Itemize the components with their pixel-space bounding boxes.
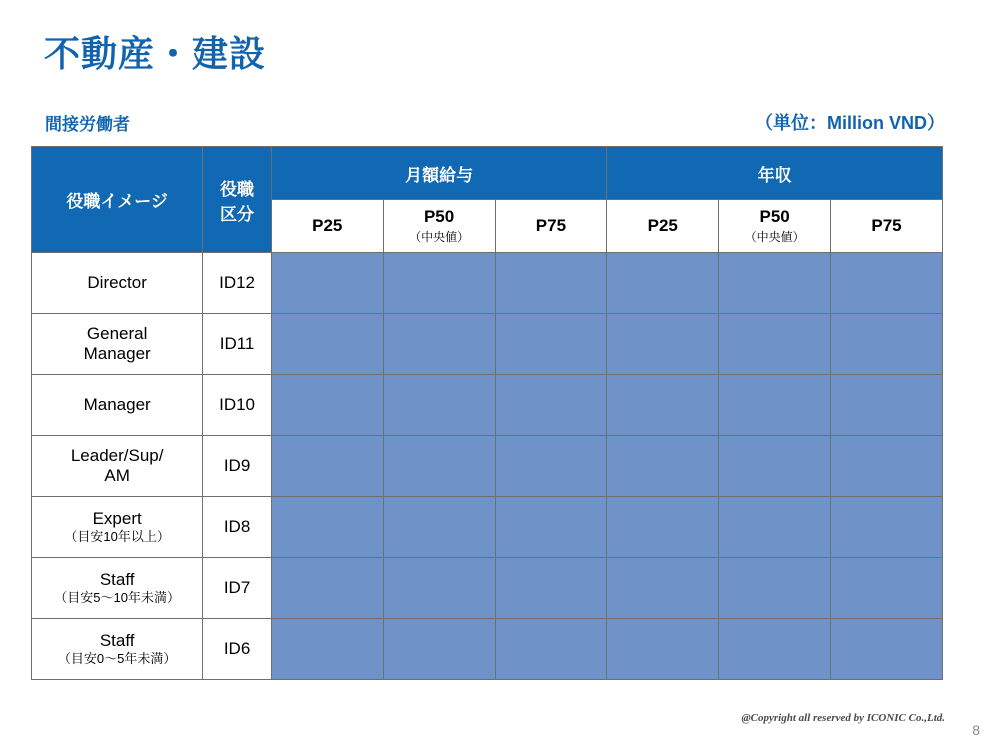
page-title: 不動産・建設 [44,33,267,74]
header-annual-p75-label: P75 [871,216,902,235]
role-cell [32,253,203,314]
data-cell [719,436,831,497]
header-monthly-p75-label: P75 [535,216,567,235]
header-monthly-p50-note: （中央値） [409,230,470,244]
salary-table [31,146,943,680]
table-row [32,436,943,497]
role-id-cell: ID8 [203,497,272,558]
header-monthly-p50-label: P50 [423,207,455,226]
data-cell [495,253,607,314]
data-cell [271,619,383,680]
role-cell [32,375,203,436]
data-cell [383,619,495,680]
role-label: Manager [83,395,151,415]
role-id-cell: ID12 [203,253,272,314]
data-cell [607,253,719,314]
role-cell [32,314,203,375]
header-group-monthly: 月額給与 [271,147,607,200]
data-cell [383,497,495,558]
table-body [32,253,943,680]
copyright-notice: @Copyright all reserved by ICONIC Co.,Ltd. [741,712,945,724]
table-row [32,375,943,436]
role-label-line2: （目安0〜5年未満） [57,650,177,666]
role-label: Director [87,273,147,293]
role-id-cell: ID9 [203,436,272,497]
header-group-annual: 年収 [607,147,943,200]
header-annual-p50-label: P50 [759,207,790,226]
header-annual-p25-label: P25 [647,216,678,235]
data-cell [383,253,495,314]
header-monthly-p25 [271,200,383,253]
data-cell [495,497,607,558]
data-cell [271,253,383,314]
role-label: Leader/Sup/ [70,446,164,466]
role-label-line2: （目安10年以上） [64,528,170,544]
role-label-line2: Manager [83,344,151,363]
data-cell [831,558,943,619]
table-row [32,497,943,558]
role-label-line2: （目安5〜10年未満） [54,589,180,605]
table-row [32,558,943,619]
data-cell [495,436,607,497]
role-id-cell: ID11 [203,314,272,375]
table-row [32,253,943,314]
table-header [32,147,943,253]
data-cell [831,375,943,436]
data-cell [607,497,719,558]
data-cell [383,314,495,375]
role-cell [32,497,203,558]
role-label-line2: AM [104,466,130,485]
data-cell [383,436,495,497]
data-cell [719,375,831,436]
data-cell [719,619,831,680]
role-cell [32,436,203,497]
data-cell [271,314,383,375]
role-id-cell: ID10 [203,375,272,436]
page-number: 8 [972,722,980,738]
role-label: Expert [92,509,142,529]
data-cell [607,619,719,680]
data-cell [495,375,607,436]
data-cell [719,497,831,558]
role-label: General [86,324,148,344]
data-cell [607,558,719,619]
role-label: Staff [99,570,135,590]
header-monthly-p25-label: P25 [312,216,343,235]
data-cell [383,375,495,436]
header-monthly-p75 [495,200,607,253]
data-cell [831,497,943,558]
role-cell [32,619,203,680]
data-cell [271,436,383,497]
table-row [32,619,943,680]
data-cell [495,619,607,680]
data-cell [495,314,607,375]
header-annual-p50 [719,200,831,253]
data-cell [607,436,719,497]
role-cell [32,558,203,619]
role-id-cell: ID7 [203,558,272,619]
section-subtitle: 間接労働者 [45,115,130,134]
data-cell [719,558,831,619]
header-annual-p50-note: （中央値） [744,230,805,244]
header-role-class-line2: 区分 [220,204,255,224]
header-monthly-p50 [383,200,495,253]
data-cell [831,314,943,375]
data-cell [271,375,383,436]
data-cell [831,436,943,497]
header-role-class [203,147,272,253]
data-cell [607,375,719,436]
data-cell [383,558,495,619]
table-row [32,314,943,375]
data-cell [271,558,383,619]
data-cell [719,253,831,314]
header-role-class-line1: 役職 [220,179,255,199]
header-role-image: 役職イメージ [32,147,203,253]
data-cell [607,314,719,375]
header-annual-p25 [607,200,719,253]
data-cell [271,497,383,558]
data-cell [831,619,943,680]
data-cell [831,253,943,314]
header-annual-p75 [831,200,943,253]
data-cell [495,558,607,619]
data-cell [719,314,831,375]
unit-note: （単位：Million VND） [755,113,945,133]
role-id-cell: ID6 [203,619,272,680]
role-label: Staff [99,631,135,651]
